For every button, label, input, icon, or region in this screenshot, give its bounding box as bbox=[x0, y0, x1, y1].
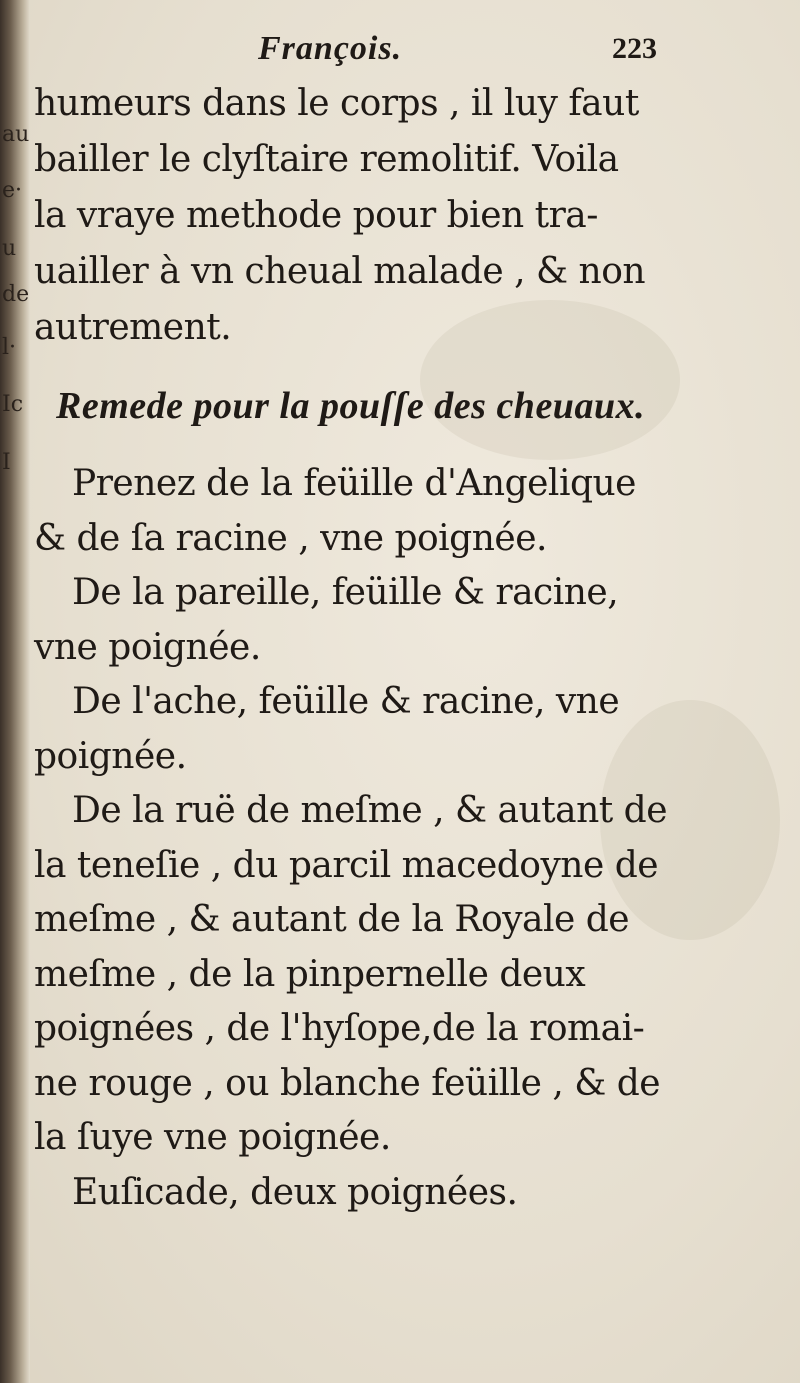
recipe-line: meſme , & autant de la Royale de bbox=[34, 899, 630, 940]
gutter-fragment: Ic bbox=[2, 392, 24, 417]
section-heading: Remede pour la pouſſe des cheuaux. bbox=[56, 385, 646, 427]
page-number: 223 bbox=[612, 32, 657, 65]
recipe-line: De la ruë de meſme , & autant de bbox=[72, 790, 668, 831]
recipe-line: ne rouge , ou blanche feüille , & de bbox=[34, 1063, 661, 1104]
recipe-line: De la pareille, feüille & racine, bbox=[72, 572, 619, 613]
recipe-line: la teneſie , du parcil macedoyne de bbox=[34, 845, 659, 886]
recipe-line: & de ſa racine , vne poignée. bbox=[34, 518, 547, 559]
gutter-fragment: au bbox=[2, 122, 30, 147]
gutter-fragment: u bbox=[2, 236, 17, 261]
text-line: la vraye methode pour bien tra- bbox=[34, 195, 598, 236]
recipe-line: la ſuye vne poignée. bbox=[34, 1117, 391, 1158]
recipe-line: De l'ache, feüille & racine, vne bbox=[72, 681, 620, 722]
gutter-fragment: e· bbox=[2, 178, 23, 203]
gutter-fragment: l· bbox=[2, 335, 17, 360]
page-header bbox=[0, 30, 800, 80]
text-line: bailler le clyſtaire remolitif. Voila bbox=[34, 139, 619, 180]
paper-stain bbox=[420, 300, 680, 460]
recipe-line: meſme , de la pinpernelle deux bbox=[34, 954, 586, 995]
recipe-line: Prenez de la feüille d'Angelique bbox=[72, 463, 636, 504]
text-line: humeurs dans le corps , il luy faut bbox=[34, 83, 639, 124]
recipe-line: vne poignée. bbox=[34, 627, 261, 668]
recipe-line: poignée. bbox=[34, 736, 187, 777]
gutter-fragment: de bbox=[2, 282, 30, 307]
text-line: uailler à vn cheual malade , & non bbox=[34, 251, 646, 292]
running-title: François. bbox=[258, 30, 403, 67]
text-line: autrement. bbox=[34, 307, 232, 348]
recipe-line: Euſicade, deux poignées. bbox=[72, 1172, 518, 1213]
recipe-line: poignées , de l'hyſope,de la romai- bbox=[34, 1008, 645, 1049]
binding-gutter bbox=[0, 0, 30, 1383]
gutter-fragment: I bbox=[2, 450, 11, 475]
